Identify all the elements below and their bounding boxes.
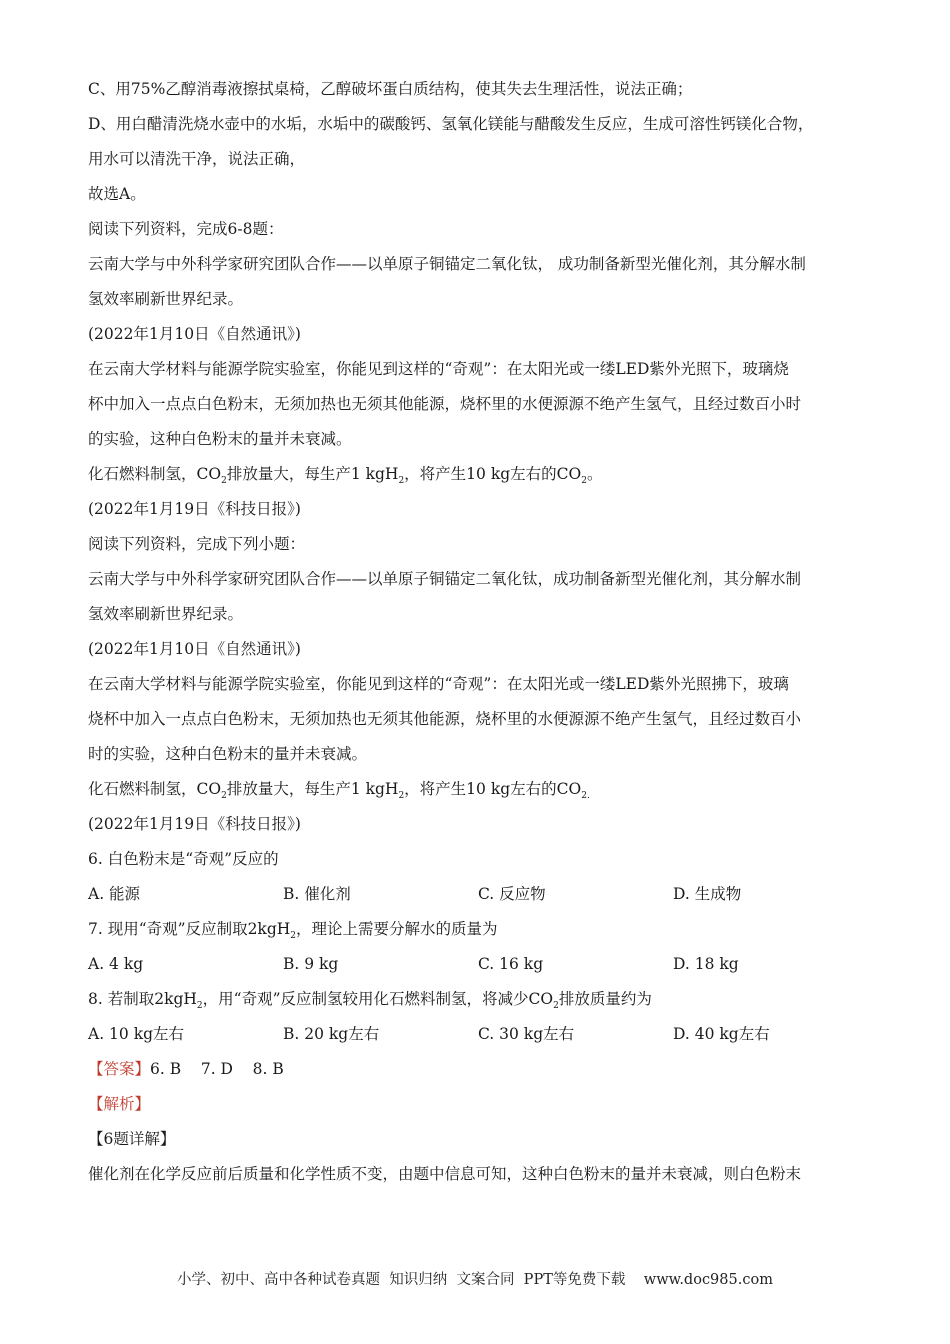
option-b: B. 催化剂 <box>283 885 351 903</box>
text-line: 氢效率刷新世界纪录。 <box>88 290 244 308</box>
detail-6-label: 【6题详解】 <box>88 1130 176 1148</box>
text-fragment: 排放量大，每生产1 kgH <box>226 780 399 798</box>
text-line: 故选A。 <box>88 185 146 203</box>
option-b: B. 20 kg左右 <box>283 1025 380 1043</box>
text-line <box>88 772 868 807</box>
text-fragment: 7. 现用“奇观”反应制取2kgH <box>88 920 291 938</box>
text-line: 阅读下列资料，完成下列小题： <box>88 535 306 553</box>
subscript: 2 <box>221 791 227 802</box>
subscript: 2 <box>398 476 405 487</box>
source-citation: (2022年1月19日《科技日报》) <box>88 815 301 833</box>
text-line: 云南大学与中外科学家研究团队合作——以单原子铜锚定二氧化钛， 成功制备新型光催化剂，其分解水制 <box>88 255 806 273</box>
text-fragment: ，理论上需要分解水的质量为 <box>296 920 498 938</box>
source-citation: (2022年1月10日《自然通讯》) <box>88 640 301 658</box>
text-line: D、用白醋清洗烧水壶中的水垢，水垢中的碳酸钙、氢氧化镁能与醋酸发生反应，生成可溶性钙镁化合物， <box>88 115 814 133</box>
question-7-stem <box>88 912 868 947</box>
text-line: 在云南大学材料与能源学院实验室，你能见到这样的“奇观”：在太阳光或一缕LED紫外光照拂下，玻璃 <box>88 675 789 693</box>
answer-label: 【答案】 <box>88 1060 151 1078</box>
question-8-stem <box>88 982 868 1017</box>
text-line: C、用75%乙醇消毒液擦拭桌椅，乙醇破坏蛋白质结构，使其失去生理活性，说法正确； <box>88 80 693 98</box>
option-c: C. 16 kg <box>478 955 544 973</box>
text-line: 云南大学与中外科学家研究团队合作——以单原子铜锚定二氧化钛，成功制备新型光催化剂，其分解水制 <box>88 570 802 588</box>
text-fragment: 排放量大，每生产1 kgH <box>226 465 399 483</box>
text-line: 氢效率刷新世界纪录。 <box>88 605 244 623</box>
option-d: D. 18 kg <box>673 955 739 973</box>
question-6-options <box>88 877 868 912</box>
document-body <box>88 72 868 1192</box>
answer-line <box>88 1052 868 1087</box>
text-line: 阅读下列资料，完成6-8题： <box>88 220 284 238</box>
subscript: 2 <box>553 1001 559 1012</box>
subscript: 2 <box>290 931 296 942</box>
option-a: A. 能源 <box>88 885 141 903</box>
text-fragment: 化石燃料制氢，CO <box>88 780 222 798</box>
source-citation: (2022年1月19日《科技日报》) <box>88 500 301 518</box>
option-b: B. 9 kg <box>283 955 339 973</box>
subscript: 2 <box>221 476 227 487</box>
subscript: 2 <box>398 791 405 802</box>
option-a: A. 4 kg <box>88 955 144 973</box>
subscript: 2 <box>196 1001 203 1012</box>
text-fragment: 化石燃料制氢，CO <box>88 465 222 483</box>
option-c: C. 30 kg左右 <box>478 1025 575 1043</box>
text-line: 用水可以清洗干净，说法正确， <box>88 150 306 168</box>
text-fragment: ，将产生10 kg左右的CO <box>404 780 582 798</box>
subscript: 2. <box>581 791 590 802</box>
text-line <box>88 457 868 492</box>
question-8-options <box>88 1017 868 1052</box>
question-7-options <box>88 947 868 982</box>
text-line: 时的实验，这种白色粉末的量并未衰减。 <box>88 745 368 763</box>
source-citation: (2022年1月10日《自然通讯》) <box>88 325 301 343</box>
answer-text: 6. B 7. D 8. B <box>150 1060 284 1078</box>
option-a: A. 10 kg左右 <box>88 1025 185 1043</box>
text-fragment: 排放质量约为 <box>558 990 652 1008</box>
text-line: 的实验，这种白色粉末的量并未衰减。 <box>88 430 352 448</box>
page-footer: 小学、初中、高中各种试卷真题 知识归纳 文案合同 PPT等免费下载 www.doc985.com <box>177 1272 773 1288</box>
text-fragment: ，将产生10 kg左右的CO <box>404 465 582 483</box>
option-c: C. 反应物 <box>478 885 546 903</box>
option-d: D. 40 kg左右 <box>673 1025 770 1043</box>
analysis-label: 【解析】 <box>88 1095 151 1113</box>
text-line: 在云南大学材料与能源学院实验室，你能见到这样的“奇观”：在太阳光或一缕LED紫外光照下，玻璃烧 <box>88 360 789 378</box>
text-fragment: ，用“奇观”反应制氢较用化石燃料制氢，将减少CO <box>202 990 554 1008</box>
text-line: 杯中加入一点点白色粉末，无须加热也无须其他能源，烧杯里的水便源源不绝产生氢气，且经过数百小时 <box>88 395 802 413</box>
text-line: 烧杯中加入一点点白色粉末，无须加热也无须其他能源，烧杯里的水便源源不绝产生氢气，且经过数百小 <box>88 710 802 728</box>
option-d: D. 生成物 <box>673 885 742 903</box>
text-fragment: 。 <box>586 465 603 483</box>
question-6-stem: 6. 白色粉末是“奇观”反应的 <box>88 850 279 868</box>
subscript: 2 <box>581 476 587 487</box>
text-fragment: 8. 若制取2kgH <box>88 990 197 1008</box>
text-line: 催化剂在化学反应前后质量和化学性质不变，由题中信息可知，这种白色粉末的量并未衰减，则白色粉末 <box>88 1165 802 1183</box>
